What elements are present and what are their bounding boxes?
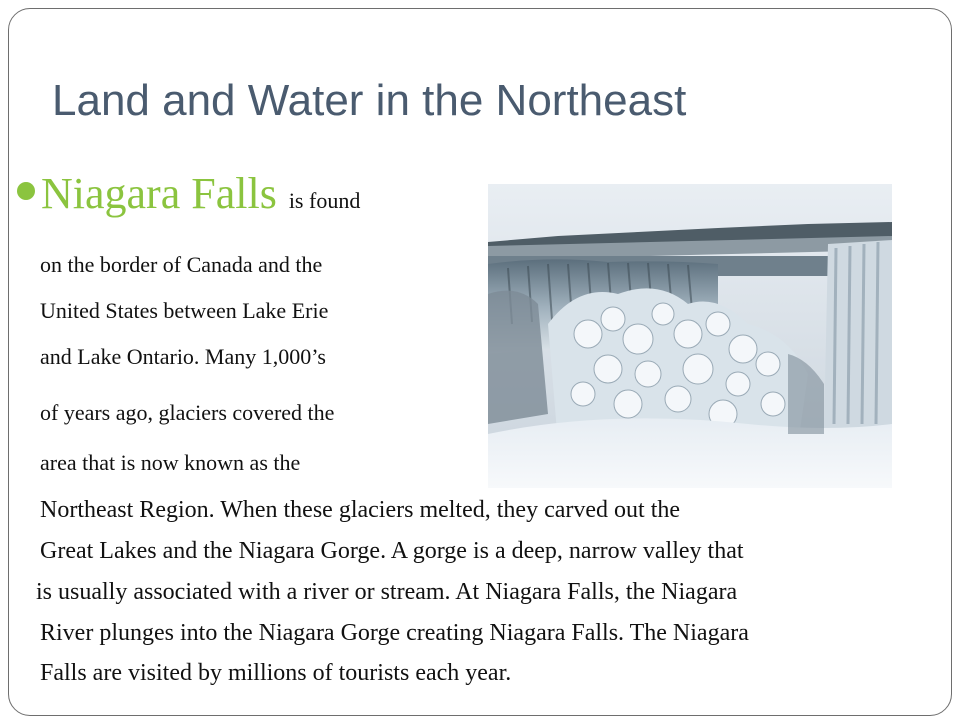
body-text-line: and Lake Ontario. Many 1,000’s [40,344,326,369]
body-text-line: area that is now known as the [40,450,301,475]
bullet-icon [17,182,35,200]
body-text-line: of years ago, glaciers covered the [40,400,335,425]
bullet-lead-line [41,168,360,219]
body-text-line: Falls are visited by millions of tourists each year. [40,660,512,686]
body-text-line: on the border of Canada and the [40,252,323,277]
body-text-line: is found [288,188,361,213]
body-text-line: River plunges into the Niagara Gorge creating Niagara Falls. The Niagara [40,620,749,646]
body-text-line: Northeast Region. When these glaciers melted, they carved out the [40,497,681,523]
bullet-lead-heading: Niagara Falls [41,169,277,218]
body-text-line: is usually associated with a river or stream. At Niagara Falls, the Niagara [36,579,738,605]
body-text-line: United States between Lake Erie [40,298,329,323]
slide-title: Land and Water in the Northeast [52,76,687,125]
niagara-falls-photo [488,184,892,488]
body-text-line: Great Lakes and the Niagara Gorge. A gorge is a deep, narrow valley that [40,538,744,564]
